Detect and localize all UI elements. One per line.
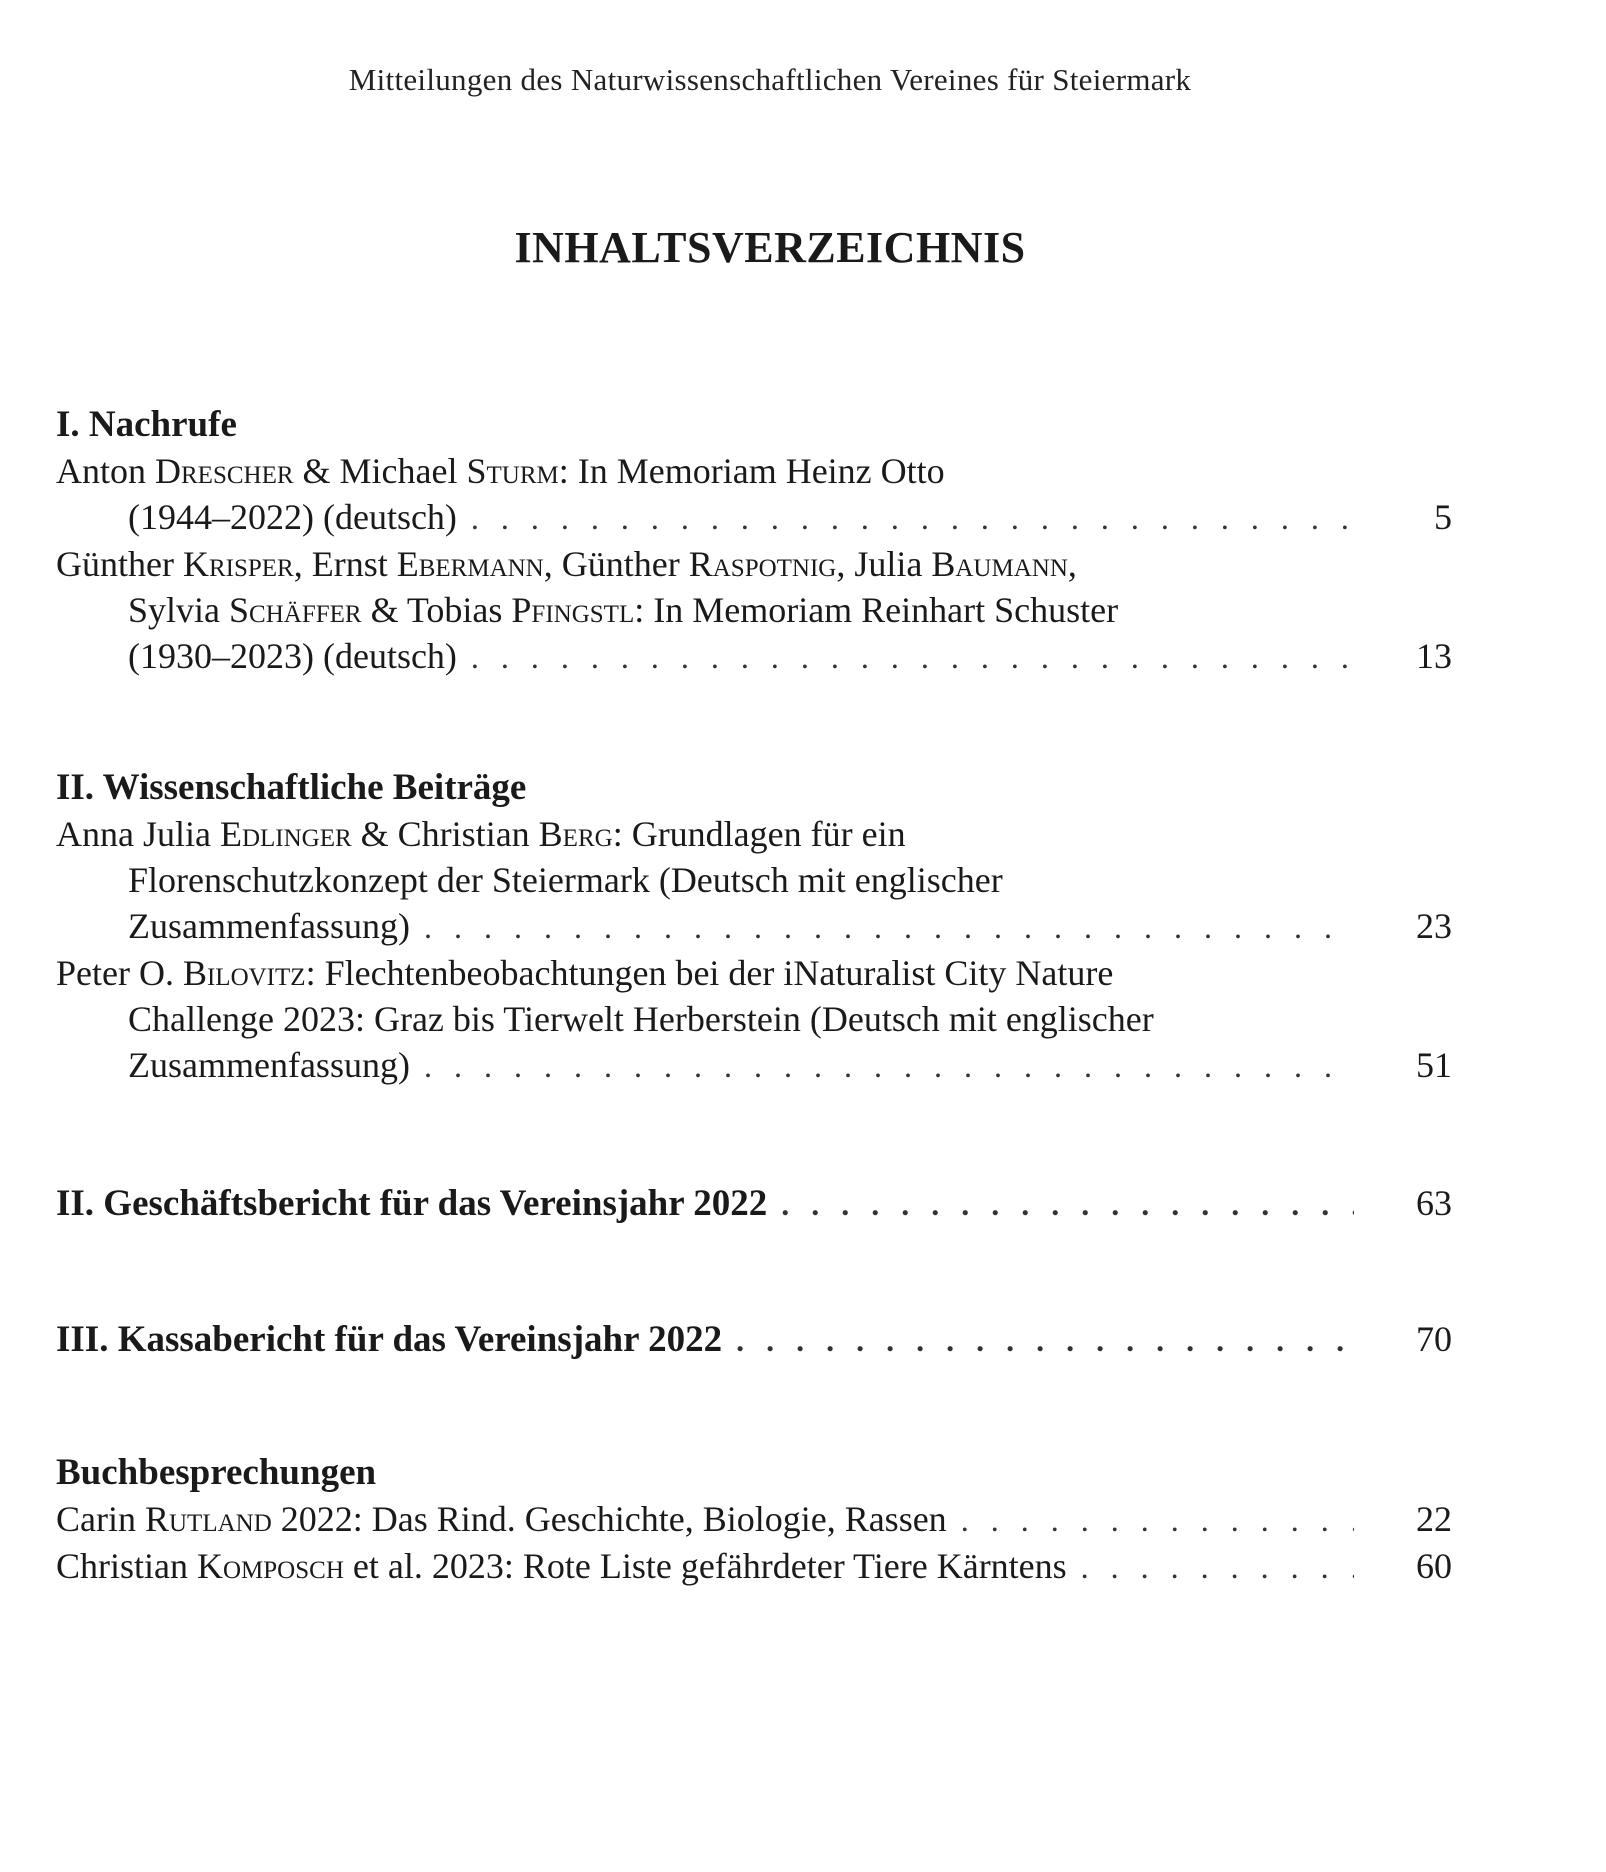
page-number: 13	[1416, 636, 1452, 676]
entry-leader-line: (1930–2023) (deutsch) . . . 13	[56, 633, 1456, 680]
toc-entry[interactable]: II. Geschäftsbericht für das Vereinsjahr 2022 . . . 63	[56, 1180, 1456, 1227]
section-heading: I. Nachrufe	[56, 404, 237, 445]
page-number: 60	[1416, 1546, 1452, 1586]
section-nachrufe	[56, 402, 1456, 680]
section-heading: Buchbesprechungen	[56, 1452, 377, 1493]
section-kassabericht	[56, 1316, 1456, 1363]
entry-authors-line: Anton Drescher & Michael Sturm: In Memoriam Heinz Otto	[56, 451, 945, 491]
running-head: Mitteilungen des Naturwissenschaftlichen Vereines für Steiermark	[348, 62, 1192, 97]
toc-entry[interactable]: III. Kassabericht für das Vereinsjahr 2022 . . . 70	[56, 1316, 1456, 1363]
section-heading: II. Wissenschaftliche Beiträge	[56, 767, 527, 808]
section-buchbesprechungen	[56, 1450, 1456, 1590]
toc-entry[interactable]: Christian Komposch et al. 2023: Rote Liste gefährdeter Tiere Kärntens . . . 60	[56, 1543, 1456, 1590]
dot-leader	[424, 904, 1354, 950]
entry-leader-line: Zusammenfassung) . . . 23	[56, 903, 1456, 950]
toc-entry[interactable]	[56, 811, 1456, 950]
dot-leader	[736, 1317, 1354, 1363]
toc-entry[interactable]: Carin Rutland 2022: Das Rind. Geschichte, Biologie, Rassen . . . 22	[56, 1496, 1456, 1543]
dot-leader	[781, 1181, 1354, 1227]
page-number: 23	[1416, 906, 1452, 946]
entry-leader-line: (1944–2022) (deutsch) . . . 5	[56, 494, 1456, 541]
entry-authors-line: Sylvia Schäffer & Tobias Pfingstl: In Memoriam Reinhart Schuster	[128, 590, 1119, 630]
entry-authors-line: Anna Julia Edlinger & Christian Berg: Grundlagen für ein	[56, 814, 906, 854]
toc-entry[interactable]	[56, 448, 1456, 541]
page-number: 51	[1416, 1045, 1452, 1085]
dot-leader	[1081, 1544, 1354, 1590]
toc-entry[interactable]	[56, 950, 1456, 1089]
toc-entry[interactable]	[56, 541, 1456, 680]
section-geschaeftsbericht	[56, 1180, 1456, 1227]
entry-leader-line: Zusammenfassung) . . . 51	[56, 1042, 1456, 1089]
page-number: 63	[1416, 1183, 1452, 1223]
dot-leader	[961, 1497, 1354, 1543]
dot-leader	[471, 495, 1354, 541]
page-number: 5	[1434, 497, 1452, 537]
page-number: 70	[1416, 1319, 1452, 1359]
entry-authors-line: Peter O. Bilovitz: Flechtenbeobachtungen bei der iNaturalist City Nature	[56, 953, 1114, 993]
section-beitraege	[56, 765, 1456, 1089]
entry-title-line: Florenschutzkonzept der Steiermark (Deutsch mit englischer	[128, 860, 1003, 900]
dot-leader	[471, 634, 1354, 680]
page-title: INHALTSVERZEICHNIS	[514, 223, 1026, 272]
page-number: 22	[1416, 1499, 1452, 1539]
dot-leader	[424, 1043, 1354, 1089]
entry-authors-line: Günther Krisper, Ernst Ebermann, Günther Raspotnig, Julia Baumann,	[56, 544, 1077, 584]
entry-title-line: Challenge 2023: Graz bis Tierwelt Herberstein (Deutsch mit englischer	[128, 999, 1154, 1039]
